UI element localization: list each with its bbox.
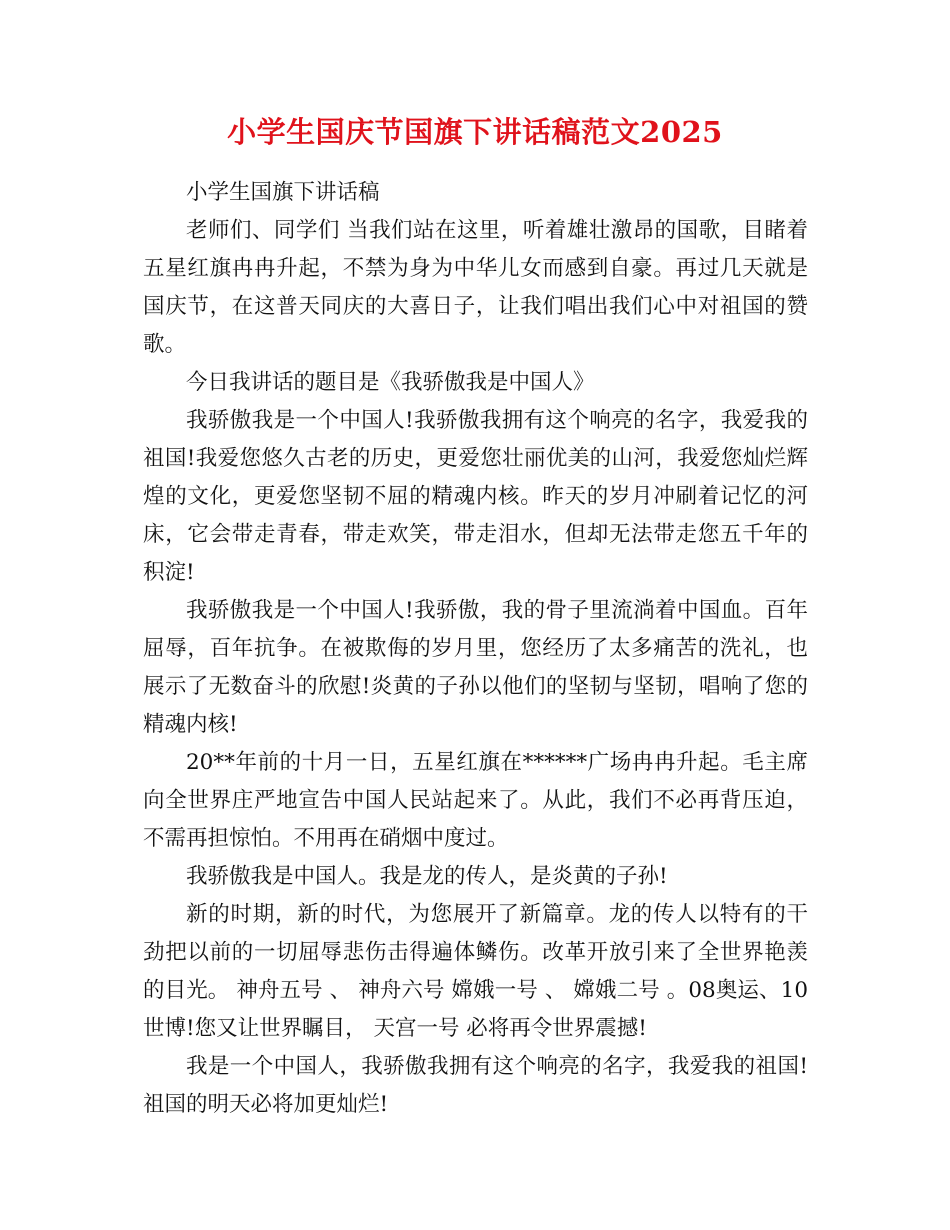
paragraph: 20**年前的十月一日，五星红旗在******广场冉冉升起。毛主席向全世界庄严地宣告中国人民站起来了。从此，我们不必再背压迫，不需再担惊怕。不用再在硝烟中度过。 — [143, 750, 808, 851]
paragraph: 我骄傲我是中国人。我是龙的传人，是炎黄的子孙! — [186, 864, 668, 889]
paragraph: 今日我讲话的题目是《我骄傲我是中国人》 — [186, 370, 595, 395]
document-body — [143, 174, 808, 1124]
document-title: 小学生国庆节国旗下讲话稿范文2025 — [227, 115, 723, 149]
paragraph: 老师们、同学们 当我们站在这里，听着雄壮激昂的国歌，目睹着五星红旗冉冉升起，不禁为身为中华儿女而感到自豪。再过几天就是国庆节，在这普天同庆的大喜日子，让我们唱出我们心中对祖国的赞歌。 — [143, 218, 808, 357]
paragraph: 我是一个中国人，我骄傲我拥有这个响亮的名字，我爱我的祖国!祖国的明天必将加更灿烂! — [143, 1054, 808, 1117]
paragraph: 我骄傲我是一个中国人!我骄傲，我的骨子里流淌着中国血。百年屈辱，百年抗争。在被欺侮的岁月里，您经历了太多痛苦的洗礼，也展示了无数奋斗的欣慰!炎黄的子孙以他们的坚韧与坚韧，唱响了您的精魂内核! — [143, 598, 808, 737]
paragraph: 新的时期，新的时代，为您展开了新篇章。龙的传人以特有的干劲把以前的一切屈辱悲伤击得遍体鳞伤。改革开放引来了全世界艳羡的目光。 神舟五号 、 神舟六号 嫦娥一号 、 嫦娥二号 。08奥运、10世博!您又让世界瞩目， 天宫一号 必将再令世界震撼! — [143, 902, 808, 1041]
paragraph: 小学生国旗下讲话稿 — [186, 180, 380, 205]
paragraph: 我骄傲我是一个中国人!我骄傲我拥有这个响亮的名字，我爱我的祖国!我爱您悠久古老的历史，更爱您壮丽优美的山河，我爱您灿烂辉煌的文化，更爱您坚韧不屈的精魂内核。昨天的岁月冲刷着记忆的河床，它会带走青春，带走欢笑，带走泪水，但却无法带走您五千年的积淀! — [143, 408, 808, 585]
